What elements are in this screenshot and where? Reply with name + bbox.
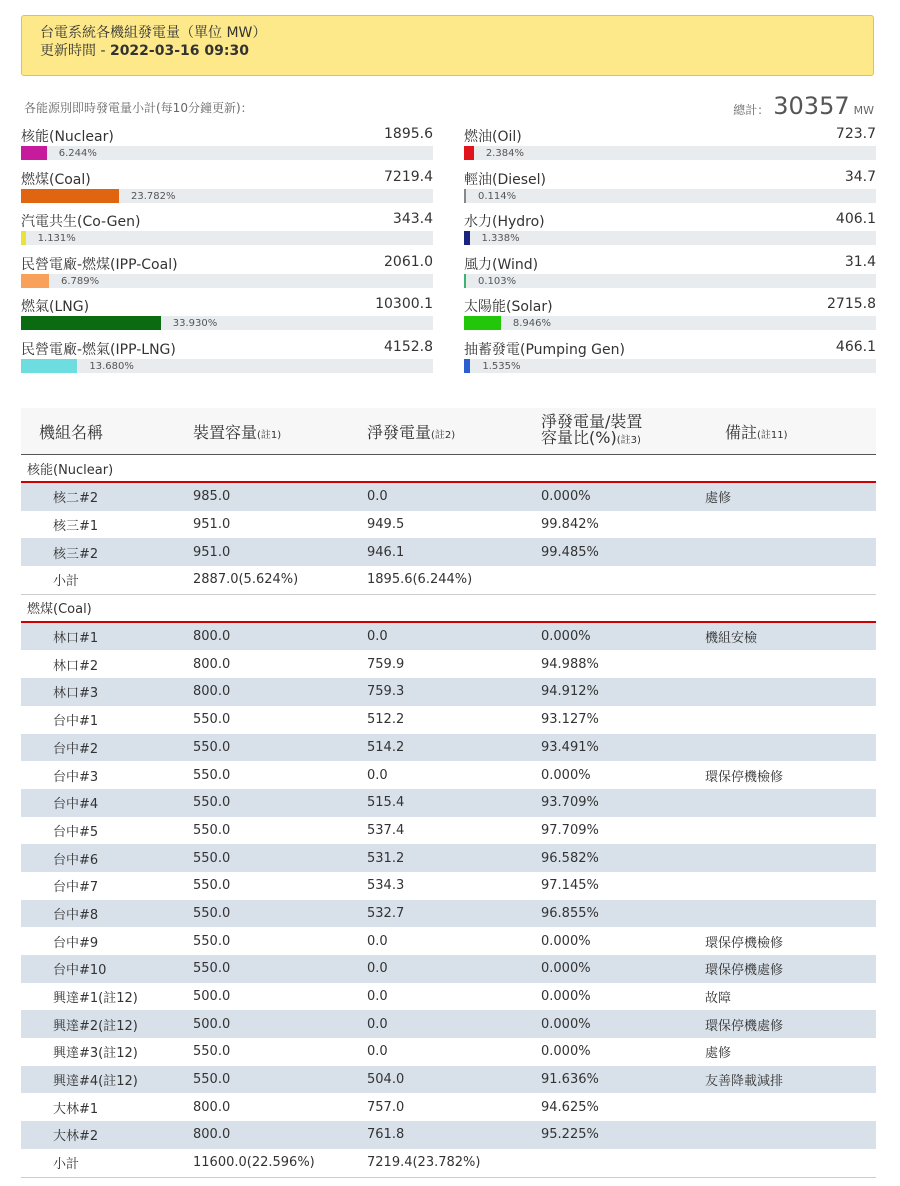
unit-name: 核二#2: [21, 482, 193, 511]
col-header-ratio: [541, 408, 705, 455]
unit-remark: [705, 872, 876, 900]
unit-table: [21, 408, 876, 1178]
unit-name: 興達#3(註12): [53, 1046, 138, 1062]
unit-net: 0.0: [367, 1044, 388, 1060]
unit-remark: 環保停機處修: [705, 1010, 876, 1038]
table-row: [21, 1121, 876, 1149]
unit-ratio: 0.000%: [541, 933, 591, 949]
source-item: [464, 339, 876, 382]
source-list-left: [21, 126, 433, 381]
source-item: [21, 296, 433, 339]
unit-capacity: 550.0: [193, 955, 367, 983]
unit-net: 0.0: [367, 933, 388, 949]
unit-remark: 處修: [705, 1046, 732, 1062]
unit-remark: 處修: [705, 482, 876, 511]
source-bar-fill: [21, 316, 161, 330]
source-name: 輕油(Diesel): [464, 171, 547, 188]
unit-ratio: 93.491%: [541, 734, 705, 762]
source-list-right: [464, 126, 876, 381]
source-value: 466.1: [835, 338, 876, 355]
source-percent: 6.789%: [60, 275, 100, 287]
total-output: [733, 92, 874, 120]
source-bar-track: [464, 274, 876, 288]
unit-capacity: 800.0: [193, 622, 367, 651]
unit-name: 興達#1(註12): [53, 991, 138, 1007]
unit-net: 946.1: [367, 538, 541, 566]
table-row: [21, 900, 876, 928]
col-header-name-label: 機組名稱: [39, 422, 104, 442]
table-row: [21, 734, 876, 762]
unit-name: 核三#2: [21, 538, 193, 566]
summary-subtitle: 各能源別即時發電量小計(每10分鐘更新)：: [24, 101, 253, 115]
subtotal-capacity: 2887.0(5.624%): [193, 566, 367, 594]
unit-remark: [705, 706, 876, 734]
source-bar-track: [21, 231, 433, 245]
source-percent: 13.680%: [89, 360, 134, 372]
col-header-name: [21, 408, 193, 455]
unit-capacity: 800.0: [193, 1099, 231, 1115]
source-item: [464, 211, 876, 254]
unit-net: 0.0: [367, 482, 541, 511]
source-bar-track: [21, 189, 433, 203]
col-header-capacity: [193, 408, 367, 455]
source-value: 31.4: [844, 253, 876, 270]
source-percent: 6.244%: [58, 148, 97, 159]
unit-capacity: 951.0: [193, 517, 231, 533]
source-bar-fill: [21, 189, 119, 203]
source-name: 燃煤(Coal): [21, 171, 91, 188]
group-row: [21, 594, 876, 622]
unit-name: 核三#1: [53, 519, 99, 535]
source-value: 7219.4: [384, 168, 433, 185]
source-bar-fill: [464, 189, 466, 203]
source-bar-track: [21, 146, 433, 160]
source-value: 1895.6: [384, 126, 433, 142]
unit-capacity: 800.0: [193, 1121, 367, 1149]
total-unit: MW: [853, 104, 874, 117]
source-percent: 8.946%: [512, 318, 551, 329]
unit-capacity: 550.0: [193, 1044, 231, 1060]
unit-name: 台中#8: [21, 900, 193, 928]
source-value: 406.1: [835, 211, 876, 227]
subtotal-remark: [705, 1149, 876, 1177]
update-time-label: 更新時間 -: [40, 43, 110, 59]
table-row: [21, 789, 876, 817]
source-percent: 2.384%: [485, 148, 524, 159]
unit-ratio: 94.988%: [541, 656, 599, 672]
source-value: 10300.1: [375, 296, 433, 312]
unit-capacity: 985.0: [193, 482, 367, 511]
unit-remark: [705, 900, 876, 928]
unit-name: 台中#2: [21, 734, 193, 762]
source-name: 核能(Nuclear): [21, 129, 114, 145]
unit-name: 台中#9: [53, 935, 99, 951]
unit-remark: 環保停機處修: [705, 955, 876, 983]
page-title: 台電系統各機組發電量（單位 MW）: [40, 25, 267, 41]
unit-net: 0.0: [367, 767, 388, 783]
unit-ratio: 97.145%: [541, 878, 599, 894]
source-name: 燃氣(LNG): [21, 299, 90, 315]
unit-name: 大林#1: [53, 1101, 99, 1117]
subtotal-remark: [705, 566, 876, 594]
table-row: [21, 1093, 876, 1121]
col-header-remark-label: 備註: [725, 422, 758, 442]
table-row: [21, 761, 876, 789]
source-item: [21, 126, 433, 169]
subtotal-ratio: [541, 566, 705, 594]
source-bar-fill: [21, 146, 47, 160]
unit-ratio: 0.000%: [541, 1044, 591, 1060]
unit-capacity: 800.0: [193, 656, 231, 672]
unit-net: 531.2: [367, 844, 541, 872]
subtotal-net: 1895.6(6.244%): [367, 566, 541, 594]
unit-ratio: 0.000%: [541, 955, 705, 983]
source-percent: 23.782%: [130, 190, 176, 202]
unit-name: 台中#10: [21, 955, 193, 983]
unit-capacity: 550.0: [193, 878, 231, 894]
unit-name: 台中#3: [53, 769, 99, 785]
source-bar-track: [464, 231, 876, 245]
unit-net: 949.5: [367, 517, 405, 533]
source-bar-track: [21, 316, 433, 330]
unit-ratio: 97.709%: [541, 822, 599, 838]
unit-remark: [705, 650, 876, 678]
unit-capacity: 550.0: [193, 822, 231, 838]
subtotal-capacity: 11600.0(22.596%): [193, 1149, 367, 1177]
table-row: [21, 678, 876, 706]
table-row: [21, 706, 876, 734]
col-header-ratio-note: (註3): [616, 434, 641, 446]
unit-net: 537.4: [367, 822, 405, 838]
unit-net: 515.4: [367, 789, 541, 817]
source-percent: 1.535%: [482, 360, 521, 372]
source-bar-fill: [21, 359, 77, 373]
unit-remark: [705, 538, 876, 566]
table-row: [21, 872, 876, 900]
unit-ratio: 0.000%: [541, 1010, 705, 1038]
table-row: [21, 482, 876, 511]
unit-net: 0.0: [367, 955, 541, 983]
unit-capacity: 500.0: [193, 989, 231, 1005]
unit-ratio: 93.709%: [541, 789, 705, 817]
unit-net: 512.2: [367, 712, 405, 728]
unit-remark: [705, 1121, 876, 1149]
subtotal-row: [21, 566, 876, 594]
table-row: [21, 538, 876, 566]
unit-ratio: 99.842%: [541, 517, 599, 533]
source-bar-fill: [464, 231, 470, 245]
source-bar-track: [21, 359, 433, 373]
source-item: [464, 169, 876, 212]
unit-name: 興達#4(註12): [21, 1066, 193, 1094]
col-header-net-label: 淨發電量: [367, 422, 432, 442]
table-row: [21, 511, 876, 539]
source-bar-fill: [464, 316, 501, 330]
subtotal-row: [21, 1149, 876, 1177]
table-row: [21, 955, 876, 983]
table-row: [21, 817, 876, 845]
table-row: [21, 650, 876, 678]
unit-capacity: 550.0: [193, 844, 367, 872]
subtotal-label: 小計: [21, 566, 193, 594]
source-value: 4152.8: [384, 338, 433, 355]
table-row: [21, 1010, 876, 1038]
group-name: 燃煤(Coal): [21, 594, 876, 622]
unit-net: 0.0: [367, 989, 388, 1005]
unit-ratio: 95.225%: [541, 1121, 705, 1149]
source-bar-track: [464, 359, 876, 373]
col-header-ratio-line2: 容量比(%): [541, 427, 617, 447]
unit-ratio: 96.582%: [541, 844, 705, 872]
source-bar-fill: [464, 359, 470, 373]
source-name: 太陽能(Solar): [464, 299, 553, 315]
unit-name: 林口#1: [21, 622, 193, 651]
source-value: 723.7: [835, 126, 876, 142]
unit-net: 0.0: [367, 1010, 541, 1038]
table-row: [21, 622, 876, 651]
col-header-capacity-note: (註1): [257, 429, 282, 441]
unit-capacity: 550.0: [193, 1066, 367, 1094]
unit-net: 759.3: [367, 678, 541, 706]
source-name: 燃油(Oil): [464, 129, 522, 145]
source-name: 風力(Wind): [464, 256, 539, 273]
unit-remark: [705, 817, 876, 845]
source-bar-track: [464, 189, 876, 203]
unit-ratio: 0.000%: [541, 482, 705, 511]
source-bar-fill: [21, 274, 49, 288]
unit-remark: [705, 734, 876, 762]
unit-ratio: 94.912%: [541, 678, 705, 706]
source-item: [464, 296, 876, 339]
table-row: [21, 1066, 876, 1094]
table-header-row: [21, 408, 876, 455]
unit-remark: [705, 844, 876, 872]
unit-capacity: 800.0: [193, 678, 367, 706]
total-label: 總計：: [733, 103, 770, 117]
col-header-capacity-label: 裝置容量: [193, 422, 258, 442]
source-percent: 1.338%: [481, 233, 520, 244]
source-name: 抽蓄發電(Pumping Gen): [464, 341, 625, 358]
unit-remark: [705, 1093, 876, 1121]
source-item: [21, 339, 433, 382]
source-name: 民營電廠-燃氣(IPP-LNG): [21, 341, 176, 358]
unit-capacity: 550.0: [193, 789, 367, 817]
unit-ratio: 94.625%: [541, 1099, 599, 1115]
unit-ratio: 96.855%: [541, 900, 705, 928]
col-header-ratio-line1: 淨發電量/裝置: [541, 411, 643, 431]
unit-net: 759.9: [367, 656, 405, 672]
unit-ratio: 0.000%: [541, 767, 591, 783]
unit-capacity: 550.0: [193, 712, 231, 728]
unit-ratio: 0.000%: [541, 989, 591, 1005]
update-time: [40, 42, 873, 60]
update-time-value: 2022-03-16 09:30: [109, 43, 249, 59]
unit-capacity: 500.0: [193, 1010, 367, 1038]
source-value: 2715.8: [827, 296, 876, 312]
unit-ratio: 91.636%: [541, 1066, 705, 1094]
unit-capacity: 550.0: [193, 933, 231, 949]
unit-remark: 友善降載減排: [705, 1066, 876, 1094]
subtotal-net: 7219.4(23.782%): [367, 1149, 541, 1177]
unit-net: 532.7: [367, 900, 541, 928]
unit-capacity: 550.0: [193, 734, 367, 762]
unit-name: 林口#3: [21, 678, 193, 706]
unit-remark: 環保停機檢修: [705, 935, 784, 951]
unit-capacity: 550.0: [193, 900, 367, 928]
table-row: [21, 927, 876, 955]
unit-remark: 環保停機檢修: [705, 769, 784, 785]
unit-name: 大林#2: [21, 1121, 193, 1149]
source-item: [21, 254, 433, 297]
source-percent: 33.930%: [172, 318, 218, 329]
unit-remark: 故障: [705, 991, 732, 1007]
source-name: 水力(Hydro): [464, 214, 545, 230]
source-percent: 0.114%: [478, 190, 517, 202]
table-row: [21, 1038, 876, 1066]
source-bar-fill: [464, 274, 466, 288]
unit-remark: [705, 678, 876, 706]
source-bar-track: [464, 146, 876, 160]
source-value: 343.4: [392, 211, 433, 227]
unit-net: 0.0: [367, 622, 541, 651]
unit-net: 504.0: [367, 1066, 541, 1094]
unit-name: 興達#2(註12): [21, 1010, 193, 1038]
unit-remark: [705, 789, 876, 817]
source-bar-track: [21, 274, 433, 288]
unit-name: 台中#5: [53, 824, 99, 840]
source-percent: 0.103%: [478, 275, 517, 287]
header-banner: [21, 15, 874, 76]
unit-net: 757.0: [367, 1099, 405, 1115]
source-bar-fill: [464, 146, 474, 160]
subtotal-label: 小計: [21, 1149, 193, 1177]
source-item: [21, 211, 433, 254]
source-item: [464, 126, 876, 169]
unit-ratio: 99.485%: [541, 538, 705, 566]
unit-name: 台中#6: [21, 844, 193, 872]
unit-name: 台中#7: [53, 880, 99, 896]
unit-net: 534.3: [367, 878, 405, 894]
col-header-remark-note: (註11): [757, 429, 788, 441]
unit-remark: [705, 511, 876, 539]
source-value: 2061.0: [384, 253, 433, 270]
col-header-net: [367, 408, 541, 455]
unit-remark: 機組安檢: [705, 622, 876, 651]
subtotal-ratio: [541, 1149, 705, 1177]
group-name: 核能(Nuclear): [21, 455, 876, 483]
source-item: [21, 169, 433, 212]
total-value: 30357: [773, 92, 850, 120]
unit-ratio: 0.000%: [541, 622, 705, 651]
source-name: 汽電共生(Co-Gen): [21, 214, 141, 230]
col-header-remark: [705, 408, 876, 455]
unit-name: 台中#4: [21, 789, 193, 817]
source-name: 民營電廠-燃煤(IPP-Coal): [21, 256, 178, 273]
group-row: [21, 455, 876, 483]
table-row: [21, 983, 876, 1011]
col-header-net-note: (註2): [431, 429, 456, 441]
source-value: 34.7: [844, 168, 876, 185]
unit-capacity: 951.0: [193, 538, 367, 566]
unit-ratio: 93.127%: [541, 712, 599, 728]
unit-name: 林口#2: [53, 658, 99, 674]
unit-capacity: 550.0: [193, 767, 231, 783]
source-bar-track: [464, 316, 876, 330]
source-percent: 1.131%: [37, 233, 76, 244]
source-item: [464, 254, 876, 297]
unit-net: 514.2: [367, 734, 541, 762]
source-bar-fill: [21, 231, 26, 245]
table-row: [21, 844, 876, 872]
unit-name: 台中#1: [53, 714, 99, 730]
unit-net: 761.8: [367, 1121, 541, 1149]
